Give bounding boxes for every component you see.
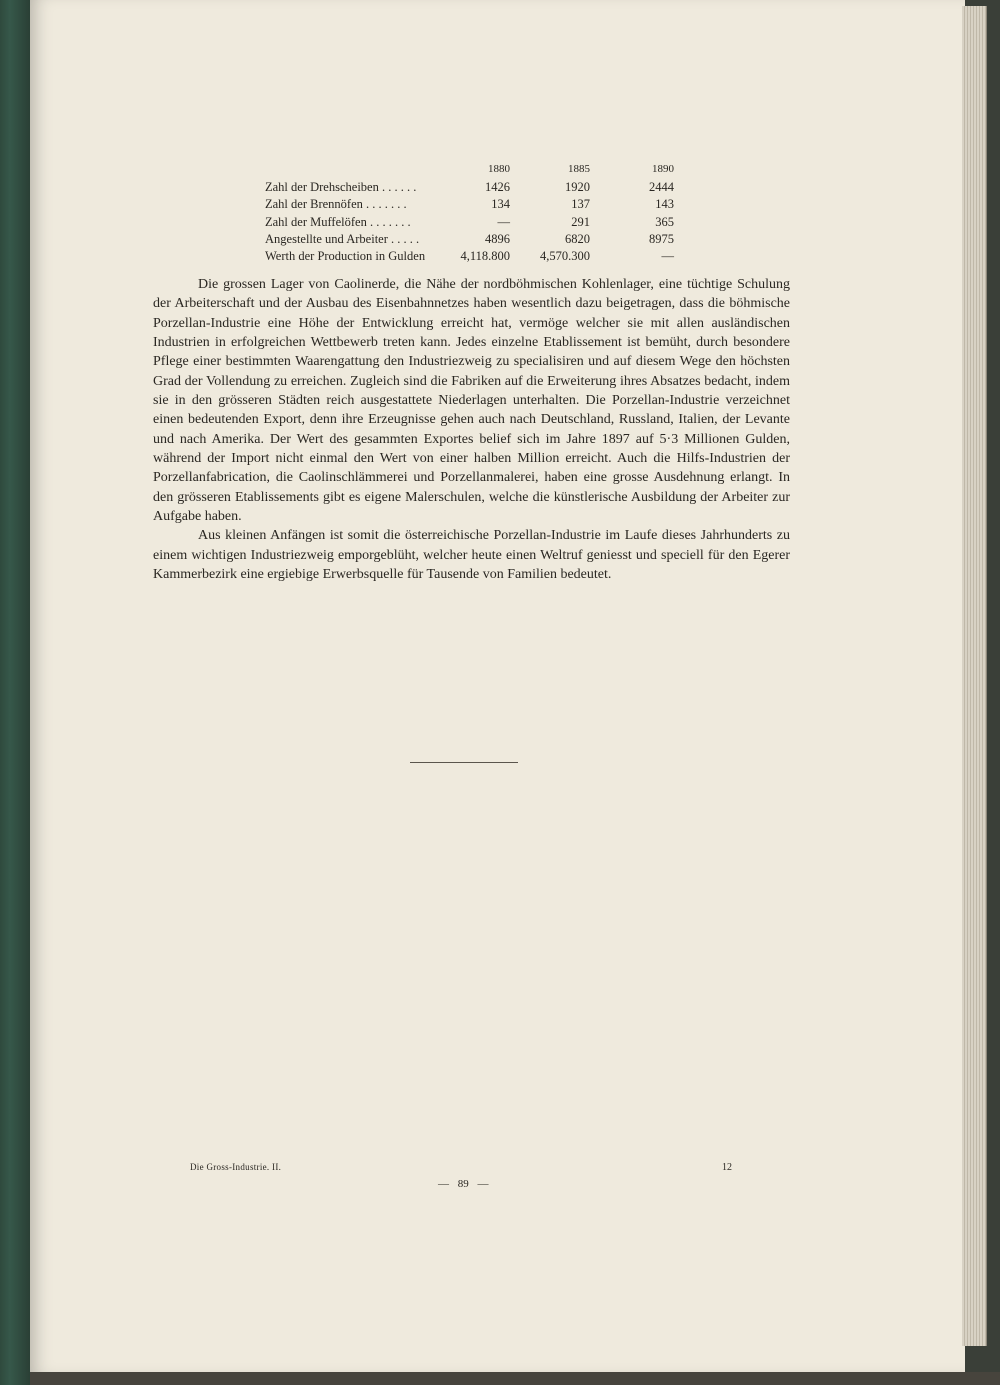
year-header-1890: 1890 (652, 163, 674, 175)
signature-mark: Die Gross-Industrie. II. (190, 1162, 282, 1172)
cell-1885: 1920 (565, 180, 590, 195)
table-row (265, 232, 685, 249)
cell-1880: — (497, 214, 510, 229)
year-header-1880: 1880 (488, 163, 510, 175)
table-row (265, 180, 685, 197)
cell-1890: — (661, 248, 674, 263)
cell-1890: 2444 (649, 180, 674, 195)
row-label: Zahl der Brennöfen . . . . . . . (265, 197, 407, 212)
body-text (153, 275, 790, 585)
cell-1885: 291 (571, 214, 590, 229)
cell-1880: 4896 (485, 231, 510, 246)
facing-page-edge (0, 0, 30, 1385)
cell-1880: 134 (491, 197, 510, 212)
page-stack-edges (962, 6, 987, 1346)
row-label: Angestellte und Arbeiter . . . . . (265, 231, 420, 246)
sheet-number: 12 (722, 1162, 732, 1173)
row-label: Zahl der Muffelöfen . . . . . . . (265, 214, 411, 229)
paragraph: Aus kleinen Anfängen ist somit die österreichische Porzellan-Industrie im Laufe dieses Jahrhunderts zu einem wichtigen Industriezweig emporgeblüht, welcher heute einen Weltruf geniesst und speciell für den Egerer Kammerbezirk eine ergiebige Erwerbsquelle für Tausende von Familien bedeutet. (153, 528, 790, 583)
paragraph: Die grossen Lager von Caolinerde, die Nähe der nordböhmischen Kohlenlager, eine tüchtige Schulung der Arbeiterschaft und der Ausbau des Eisenbahnnetzes haben wesentlich dazu beigetragen, dass die böhmische Porzellan-Industrie eine Höhe der Entwicklung erreicht hat, vermöge welcher sie mit allen ausländischen Industrien in erfolgreichen Wettbewerb treten kann. Jedes einzelne Etablissement ist bemüht, durch besondere Pflege einer bestimmten Waarengattung den Industriezweig zu specialisiren und auf diesem Wege den höchsten Grad der Vollendung zu erreichen. Zugleich sind die Fabriken auf die Erweiterung ihres Absatzes bedacht, indem sie in den grösseren Städten reich ausgestattete Niederlagen unterhalten. Die Porzellan-Industrie verzeichnet einen bedeutenden Export, denn ihre Erzeugnisse gehen auch nach Deutschland, Russland, Italien, der Levante und nach Amerika. Der Wert des gesammten Exportes belief sich im Jahre 1897 auf 5·3 Millionen Gulden, während der Import nicht einmal den Wert von einer halben Million erreicht. Auch die Hilfs-Industrien der Porzellanfabrication, die Caolinschlämmerei und Porzellanmalerei, haben eine grosse Ausdehnung erlangt. In den grösseren Etablissements gibt es eigene Malerschulen, welche die künstlerische Ausbildung der Arbeiter zur Aufgabe haben. (153, 277, 790, 525)
cell-1885: 4,570.300 (540, 248, 590, 263)
cell-1890: 365 (655, 214, 674, 229)
cell-1890: 8975 (649, 231, 674, 246)
table-header-row (265, 163, 685, 180)
table-row (265, 197, 685, 214)
cell-1880: 4,118.800 (460, 248, 510, 263)
cell-1885: 137 (571, 197, 590, 212)
table-row (265, 249, 685, 266)
scan-bottom-band (30, 1372, 1000, 1385)
row-label: Werth der Production in Gulden (265, 248, 426, 263)
row-label: Zahl der Drehscheiben . . . . . . (265, 180, 417, 195)
section-divider (410, 762, 518, 763)
cell-1885: 6820 (565, 231, 590, 246)
table-row (265, 215, 685, 232)
cell-1880: 1426 (485, 180, 510, 195)
statistics-table (265, 163, 685, 266)
cell-1890: 143 (655, 197, 674, 212)
year-header-1885: 1885 (568, 163, 590, 175)
page-number: — 89 — (438, 1178, 489, 1190)
